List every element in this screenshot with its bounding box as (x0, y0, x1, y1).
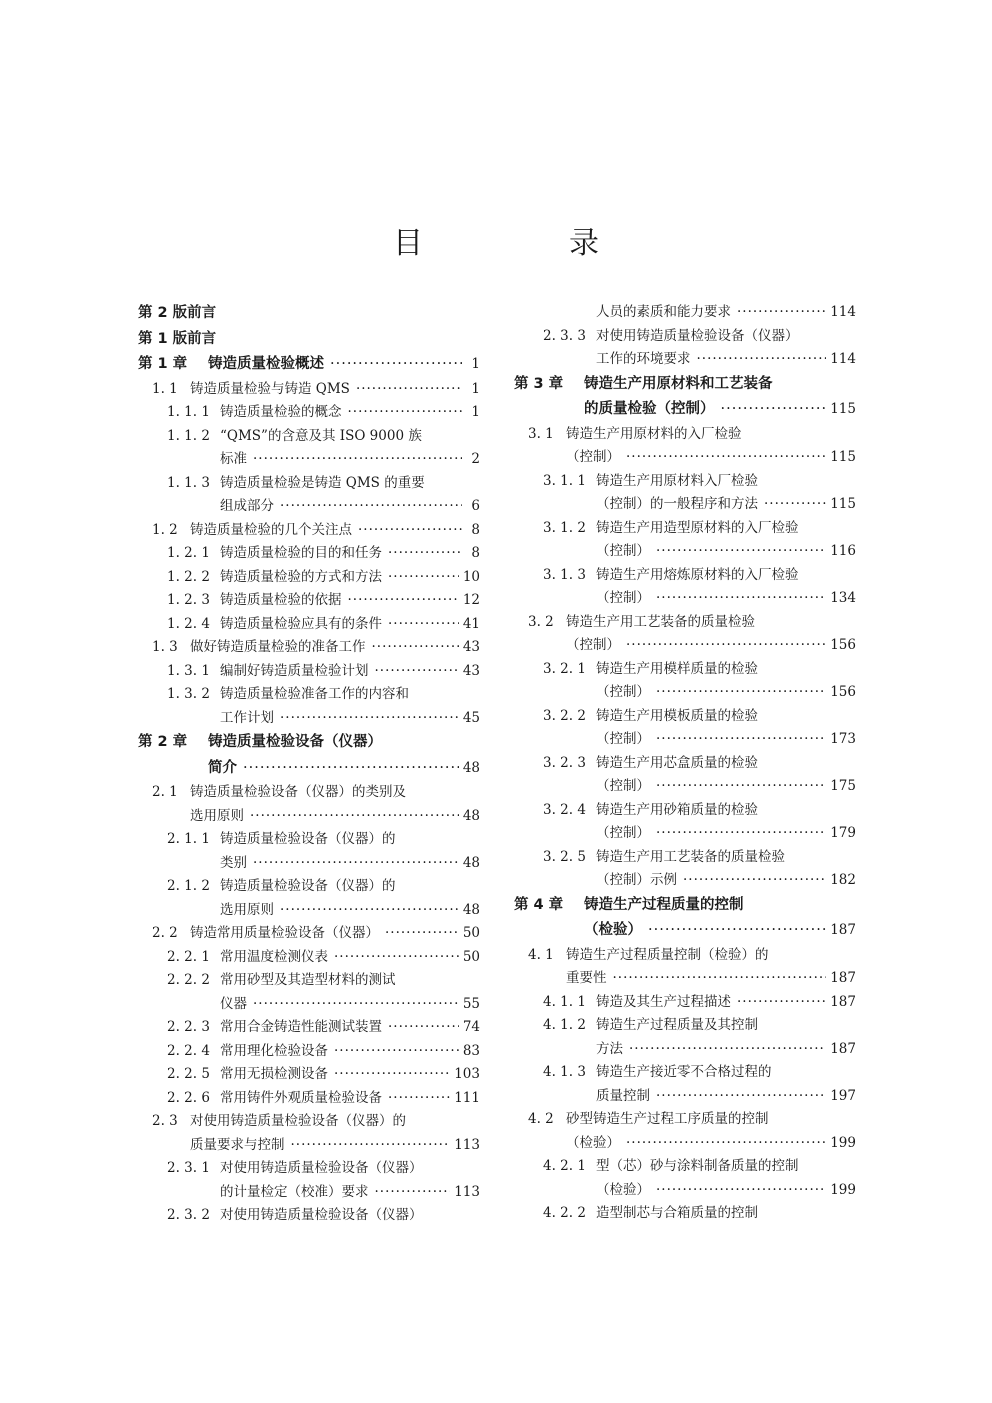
toc-page-number: 50 (462, 948, 480, 965)
toc-entry (514, 325, 856, 349)
dot-leader (656, 775, 826, 799)
toc-entry-title: 标准 (220, 451, 247, 467)
dot-leader (388, 542, 462, 566)
toc-entry-number: 2. 2. 6 (167, 1089, 210, 1106)
toc-entry-number: 1. 1. 2 (167, 427, 210, 444)
toc-entry-title: 方法 (596, 1040, 623, 1057)
toc-entry (138, 756, 480, 782)
toc-entry-title: （检验） (584, 922, 642, 938)
toc-entry-title: 对使用铸造质量检验设备（仪器） (220, 1207, 423, 1223)
dot-leader (348, 401, 463, 425)
dot-leader (629, 1038, 826, 1062)
toc-entry-title: 铸造质量检验的方式和方法 (220, 568, 382, 585)
toc-entry-title: 铸造质量检验设备（仪器）的 (220, 831, 396, 847)
toc-entry-number: 第 4 章 (514, 896, 564, 913)
toc-entry-number: 4. 1. 3 (543, 1064, 586, 1080)
toc-entry-title: 铸造生产用模板质量的检验 (596, 707, 758, 724)
dot-leader (683, 869, 826, 893)
dot-leader (375, 1181, 451, 1205)
toc-entry-title: 常用理化检验设备 (220, 1042, 328, 1059)
toc-entry (514, 918, 856, 944)
toc-page-number: 48 (462, 901, 480, 918)
toc-entry-number: 1. 3. 1 (167, 662, 210, 679)
toc-right-column (514, 301, 856, 1226)
dot-leader (330, 352, 462, 378)
toc-entry (514, 1179, 856, 1203)
toc-entry-title: 选用原则 (220, 901, 274, 918)
toc-chapter-entry (514, 893, 856, 919)
toc-page-number: 43 (462, 639, 480, 655)
toc-entry-title: 仪器 (220, 995, 247, 1012)
dot-leader (280, 707, 459, 731)
dot-leader (334, 1063, 450, 1087)
toc-entry (138, 828, 480, 852)
dot-leader (356, 378, 462, 402)
toc-entry-title: 铸造生产用工艺装备的质量检验 (566, 613, 755, 630)
toc-entry (138, 660, 480, 684)
toc-page-number: 182 (830, 872, 856, 888)
toc-entry-title: 铸造质量检验的概念 (220, 404, 342, 420)
toc-entry (514, 517, 856, 541)
toc-entry-number: 4. 2. 1 (543, 1158, 586, 1174)
toc-page-number: 116 (830, 543, 856, 559)
toc-page-number: 10 (462, 568, 480, 585)
toc-page-number: 83 (462, 1042, 480, 1059)
dot-leader (613, 967, 827, 991)
toc-entry (138, 852, 480, 876)
toc-chapter-entry (514, 372, 856, 398)
toc-entry (514, 1108, 856, 1132)
toc-entry-title: （检验） (596, 1181, 650, 1198)
toc-entry (138, 899, 480, 923)
toc-left-column (138, 301, 480, 1228)
toc-entry-title: （控制） (596, 731, 650, 747)
toc-entry-number: 4. 2. 2 (543, 1205, 586, 1221)
toc-entry-title: （控制）的一般程序和方法 (596, 496, 758, 512)
toc-entry-title: 对使用铸造质量检验设备（仪器）的 (190, 1113, 406, 1129)
toc-entry-number: 第 3 章 (514, 375, 564, 392)
toc-entry (138, 683, 480, 707)
toc-entry (138, 1204, 480, 1228)
toc-entry (138, 1087, 480, 1111)
toc-page-number: 187 (830, 993, 856, 1010)
dot-leader (388, 566, 459, 590)
toc-entry-title: “QMS”的含意及其 ISO 9000 族 (220, 427, 422, 444)
toc-page-number: 187 (830, 1040, 856, 1057)
toc-entry (138, 1110, 480, 1134)
toc-entry (138, 946, 480, 970)
toc-entry-number: 3. 1. 1 (543, 472, 586, 489)
dot-leader (737, 301, 826, 325)
toc-entry-title: 铸造质量检验准备工作的内容和 (220, 686, 409, 702)
toc-entry-number: 1. 2. 2 (167, 568, 210, 585)
toc-entry-title: 铸造质量检验是铸造 QMS 的重要 (220, 474, 425, 491)
dot-leader (388, 613, 459, 637)
toc-entry (514, 1202, 856, 1226)
toc-entry-number: 3. 2. 3 (543, 754, 586, 771)
toc-entry-title: 铸造生产用熔炼原材料的入厂检验 (596, 566, 799, 583)
toc-entry-number: 2. 1. 2 (167, 878, 210, 894)
toc-entry-title: 类别 (220, 854, 247, 871)
toc-entry (514, 705, 856, 729)
toc-entry (138, 1063, 480, 1087)
toc-entry (138, 495, 480, 519)
toc-entry (138, 969, 480, 993)
toc-entry-title: 对使用铸造质量检验设备（仪器） (596, 327, 799, 344)
toc-entry-number: 2. 2. 2 (167, 972, 210, 988)
dot-leader (385, 922, 459, 946)
toc-entry-title: （检验） (566, 1134, 620, 1151)
toc-entry-title: 铸造生产过程质量控制（检验）的 (566, 946, 769, 963)
toc-entry (138, 805, 480, 829)
toc-entry (138, 1134, 480, 1158)
toc-entry (514, 1155, 856, 1179)
toc-entry-title: （控制） (596, 684, 650, 700)
toc-entry-title: 简介 (208, 759, 237, 776)
toc-entry (138, 472, 480, 496)
toc-entry (138, 425, 480, 449)
toc-entry-title: 铸造及其生产过程描述 (596, 993, 731, 1010)
toc-page-number: 134 (830, 590, 856, 606)
toc-entry (514, 658, 856, 682)
dot-leader (334, 1040, 459, 1064)
toc-entry (514, 1061, 856, 1085)
dot-leader (737, 991, 826, 1015)
toc-entry-title: 铸造质量检验设备（仪器）的类别及 (190, 784, 406, 800)
toc-entry-number: 4. 1. 1 (543, 993, 586, 1010)
toc-entry-title: 工作计划 (220, 709, 274, 726)
toc-entry (138, 875, 480, 899)
toc-page-number: 175 (830, 778, 856, 794)
toc-entry-number: 1. 1. 1 (167, 404, 210, 420)
toc-page-number: 156 (830, 684, 856, 700)
toc-entry-title: 常用铸件外观质量检验设备 (220, 1089, 382, 1106)
toc-entry (514, 799, 856, 823)
toc-chapter-entry (138, 730, 480, 756)
toc-entry-number: 1. 1 (152, 380, 178, 397)
toc-chapter-entry (138, 327, 480, 353)
dot-leader (764, 493, 826, 517)
toc-entry-title: 铸造生产用模样质量的检验 (596, 660, 758, 677)
dot-leader (388, 1016, 459, 1040)
dot-leader (656, 728, 826, 752)
toc-entry (138, 378, 480, 402)
toc-entry (138, 636, 480, 660)
toc-entry-title: 铸造生产过程质量及其控制 (596, 1017, 758, 1033)
toc-entry-number: 4. 2 (528, 1111, 554, 1127)
toc-entry-title: 铸造生产用工艺装备的质量检验 (596, 848, 785, 865)
toc-chapter-entry (138, 352, 480, 378)
toc-entry-title: （控制） (566, 637, 620, 653)
toc-entry (138, 1016, 480, 1040)
toc-entry (514, 681, 856, 705)
toc-entry-number: 2. 3. 3 (543, 327, 586, 344)
toc-entry-number: 1. 2. 4 (167, 615, 210, 632)
toc-page-number: 74 (462, 1019, 480, 1035)
toc-entry-title: 铸造质量检验概述 (208, 356, 324, 372)
dot-leader (388, 1087, 450, 1111)
toc-entry-number: 1. 2. 1 (167, 545, 210, 561)
toc-entry (514, 991, 856, 1015)
toc-entry (138, 1157, 480, 1181)
toc-entry (514, 869, 856, 893)
toc-entry-title: 质量控制 (596, 1087, 650, 1104)
toc-entry-title: 常用砂型及其造型材料的测试 (220, 972, 396, 988)
toc-entry-title: 铸造常用质量检验设备（仪器） (190, 925, 379, 941)
toc-entry (514, 446, 856, 470)
toc-page-number: 55 (462, 995, 480, 1012)
toc-entry (514, 301, 856, 325)
toc-entry-number: 3. 1 (528, 425, 554, 442)
toc-entry-number: 2. 1 (152, 784, 178, 800)
toc-chapter-entry (138, 301, 480, 327)
toc-entry-number: 2. 1. 1 (167, 831, 210, 847)
toc-page-number: 179 (830, 825, 856, 841)
toc-entry (138, 519, 480, 543)
toc-page-number: 48 (462, 854, 480, 871)
toc-page-number: 115 (830, 401, 856, 417)
dot-leader (253, 448, 462, 472)
toc-page-number: 2 (471, 451, 480, 467)
dot-leader (348, 589, 459, 613)
dot-leader (721, 397, 827, 423)
toc-page-number: 45 (462, 709, 480, 726)
toc-entry (514, 348, 856, 372)
toc-entry (514, 611, 856, 635)
toc-entry-number: 2. 2 (152, 925, 178, 941)
dot-leader (280, 495, 462, 519)
toc-entry-title: 铸造质量检验的目的和任务 (220, 545, 382, 561)
toc-page-number: 41 (462, 615, 480, 632)
toc-entry (138, 542, 480, 566)
dot-leader (656, 540, 826, 564)
toc-entry-title: 铸造生产用芯盒质量的检验 (596, 754, 758, 771)
toc-entry-title: 人员的素质和能力要求 (596, 304, 731, 320)
toc-entry-title: 铸造生产用砂箱质量的检验 (596, 801, 758, 818)
toc-entry-number: 3. 1. 3 (543, 566, 586, 583)
toc-entry (514, 564, 856, 588)
toc-entry (514, 634, 856, 658)
toc-entry-title: 铸造生产用造型原材料的入厂检验 (596, 519, 799, 536)
dot-leader (243, 756, 459, 782)
dot-leader (250, 805, 459, 829)
toc-page-number: 50 (462, 925, 480, 941)
toc-entry-title: 铸造质量检验的依据 (220, 592, 342, 608)
toc-entry (138, 401, 480, 425)
toc-entry-title: 铸造质量检验的几个关注点 (190, 521, 352, 538)
toc-entry-title: 铸造生产用原材料入厂检验 (596, 472, 758, 489)
toc-entry (138, 1040, 480, 1064)
toc-entry-title: 砂型铸造生产过程工序质量的控制 (566, 1111, 769, 1127)
toc-entry (514, 493, 856, 517)
toc-entry (138, 781, 480, 805)
toc-entry-number: 1. 3 (152, 639, 178, 655)
toc-entry-number: 3. 2. 4 (543, 801, 586, 818)
toc-entry-number: 3. 2. 1 (543, 660, 586, 677)
toc-entry-title: （控制） (596, 543, 650, 559)
dot-leader (291, 1134, 451, 1158)
toc-page-number: 103 (454, 1066, 480, 1082)
toc-entry (514, 967, 856, 991)
toc-entry-number: 3. 2. 5 (543, 848, 586, 865)
toc-page-number: 199 (830, 1134, 856, 1151)
toc-entry-title: 工作的环境要求 (596, 351, 691, 367)
toc-entry-number: 3. 2. 2 (543, 707, 586, 724)
toc-entry-number: 2. 3 (152, 1113, 178, 1129)
toc-entry-title: （控制） (596, 825, 650, 841)
toc-entry-title: 质量要求与控制 (190, 1136, 285, 1153)
dot-leader (626, 446, 826, 470)
toc-page-number: 1 (471, 356, 480, 372)
dot-leader (626, 1132, 826, 1156)
toc-page-number: 114 (830, 304, 856, 320)
toc-entry-title: 铸造质量检验设备（仪器）的 (220, 878, 396, 894)
toc-entry (138, 448, 480, 472)
toc-entry-number: 1. 2. 3 (167, 592, 210, 608)
toc-entry-title: 常用合金铸造性能测试装置 (220, 1019, 382, 1035)
dot-leader (253, 852, 459, 876)
toc-entry-title: （控制） (596, 590, 650, 606)
dot-leader (372, 636, 459, 660)
toc-entry-title: 的计量检定（校准）要求 (220, 1183, 369, 1200)
toc-entry (138, 566, 480, 590)
toc-entry-number: 2. 2. 4 (167, 1042, 210, 1059)
toc-page-number: 43 (462, 662, 480, 679)
toc-entry (514, 540, 856, 564)
dot-leader (656, 681, 826, 705)
toc-entry-title: 铸造生产用原材料和工艺装备 (584, 375, 773, 392)
toc-entry-title: 常用温度检测仪表 (220, 948, 328, 965)
toc-page-number: 187 (830, 922, 856, 938)
dot-leader (656, 822, 826, 846)
toc-entry-number: 2. 2. 3 (167, 1019, 210, 1035)
toc-entry (138, 613, 480, 637)
toc-page-number: 115 (830, 496, 856, 512)
toc-entry-title: 的质量检验（控制） (584, 401, 715, 417)
toc-page-number: 197 (830, 1087, 856, 1104)
toc-entry (138, 1181, 480, 1205)
toc-entry-title: 选用原则 (190, 807, 244, 824)
toc-page-number: 1 (471, 380, 480, 397)
toc-entry-title: 常用无损检测设备 (220, 1066, 328, 1082)
toc-page-number: 48 (462, 807, 480, 824)
toc-entry (138, 922, 480, 946)
toc-entry (514, 1038, 856, 1062)
toc-entry (138, 707, 480, 731)
toc-entry (138, 993, 480, 1017)
toc-entry-title: （控制）示例 (596, 872, 677, 888)
toc-entry-title: 组成部分 (220, 498, 274, 514)
toc-entry (514, 728, 856, 752)
toc-entry (138, 589, 480, 613)
toc-entry-number: 3. 2 (528, 613, 554, 630)
dot-leader (697, 348, 827, 372)
toc-entry-title: 铸造生产接近零不合格过程的 (596, 1064, 772, 1080)
toc-entry-number: 3. 1. 2 (543, 519, 586, 536)
toc-page-number: 48 (462, 759, 480, 776)
toc-entry (514, 822, 856, 846)
toc-page-number: 6 (471, 498, 480, 514)
toc-page-number: 111 (454, 1089, 480, 1106)
toc-entry-title: （控制） (596, 778, 650, 794)
toc-entry (514, 1014, 856, 1038)
toc-page-number: 114 (830, 351, 856, 367)
toc-entry-number: 2. 3. 1 (167, 1160, 210, 1176)
dot-leader (375, 660, 459, 684)
toc-entry (514, 470, 856, 494)
toc-entry (514, 775, 856, 799)
toc-entry-number: 第 2 章 (138, 734, 188, 750)
toc-entry-number: 4. 1. 2 (543, 1017, 586, 1033)
toc-entry (514, 1132, 856, 1156)
toc-page-number: 187 (830, 970, 856, 986)
toc-entry-number: 4. 1 (528, 946, 554, 963)
toc-entry-title: 重要性 (566, 970, 607, 986)
toc-entry (514, 1085, 856, 1109)
dot-leader (280, 899, 459, 923)
toc-entry-title: （控制） (566, 449, 620, 465)
toc-entry (514, 397, 856, 423)
toc-entry-title: 铸造质量检验应具有的条件 (220, 615, 382, 632)
toc-entry-title: 造型制芯与合箱质量的控制 (596, 1205, 758, 1221)
toc-page-number: 1 (471, 404, 480, 420)
toc-page-number: 115 (830, 449, 856, 465)
toc-page-number: 173 (830, 731, 856, 747)
dot-leader (656, 1085, 826, 1109)
dot-leader (334, 946, 459, 970)
toc-entry-title: 铸造质量检验设备（仪器） (208, 734, 382, 750)
toc-page-number: 8 (471, 545, 480, 561)
toc-page-number: 8 (471, 521, 480, 538)
toc-entry (514, 423, 856, 447)
dot-leader (656, 1179, 826, 1203)
toc-entry-title: 第 2 版前言 (138, 305, 217, 321)
toc-entry-number: 1. 3. 2 (167, 686, 210, 702)
dot-leader (656, 587, 826, 611)
toc-entry-number: 2. 2. 1 (167, 948, 210, 965)
dot-leader (648, 918, 826, 944)
toc-entry-title: 编制好铸造质量检验计划 (220, 662, 369, 679)
toc-entry-title: 铸造生产用原材料的入厂检验 (566, 425, 742, 442)
page-title: 目 录 (393, 226, 657, 261)
toc-entry (514, 752, 856, 776)
toc-entry-title: 型（芯）砂与涂料制备质量的控制 (596, 1158, 799, 1174)
toc-entry-number: 2. 3. 2 (167, 1207, 210, 1223)
toc-entry-title: 第 1 版前言 (138, 330, 217, 347)
toc-entry-title: 做好铸造质量检验的准备工作 (190, 639, 366, 655)
toc-entry (514, 846, 856, 870)
dot-leader (626, 634, 826, 658)
toc-entry (514, 944, 856, 968)
toc-entry-title: 铸造生产过程质量的控制 (584, 896, 744, 913)
toc-entry-number: 第 1 章 (138, 356, 188, 372)
dot-leader (253, 993, 459, 1017)
toc-entry-title: 对使用铸造质量检验设备（仪器） (220, 1160, 423, 1176)
toc-page-number: 199 (830, 1181, 856, 1198)
toc-entry-number: 1. 1. 3 (167, 474, 210, 491)
toc-page-number: 12 (462, 592, 480, 608)
toc-page-number: 156 (830, 637, 856, 653)
toc-page-number: 113 (454, 1136, 480, 1153)
toc-entry (514, 587, 856, 611)
toc-entry-title: 铸造质量检验与铸造 QMS (190, 380, 350, 397)
toc-page-number: 113 (454, 1183, 480, 1200)
dot-leader (358, 519, 462, 543)
toc-entry-number: 2. 2. 5 (167, 1066, 210, 1082)
toc-entry-number: 1. 2 (152, 521, 178, 538)
